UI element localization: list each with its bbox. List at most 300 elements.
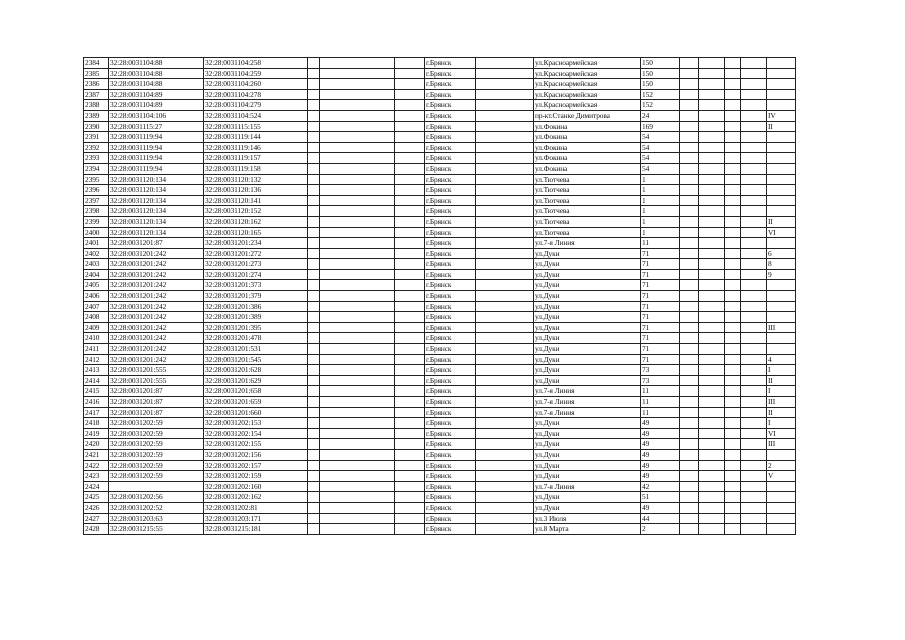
cell-empty (395, 163, 425, 174)
cell-empty (725, 227, 741, 238)
cell-empty (680, 153, 699, 164)
cell-city: г.Брянск (425, 153, 476, 164)
cell-parent-cadastral-number: 32:28:0031202:59 (109, 471, 204, 482)
table-row (84, 375, 796, 386)
cell-city: г.Брянск (425, 386, 476, 397)
cell-parent-cadastral-number: 32:28:0031201:242 (109, 322, 204, 333)
cell-empty (308, 513, 320, 524)
cell-empty (680, 227, 699, 238)
property-register-table (83, 57, 796, 535)
cell-empty (320, 407, 395, 418)
cell-empty (395, 132, 425, 143)
cell-city: г.Брянск (425, 322, 476, 333)
cell-parent-cadastral-number: 32:28:0031120:134 (109, 206, 204, 217)
cell-house-number: 73 (641, 365, 680, 376)
cell-empty (725, 110, 741, 121)
cell-empty (725, 375, 741, 386)
cell-empty (320, 386, 395, 397)
cell-empty (741, 449, 767, 460)
cell-empty (680, 238, 699, 249)
cell-parent-cadastral-number: 32:28:0031215:55 (109, 524, 204, 535)
cell-parent-cadastral-number: 32:28:0031202:59 (109, 428, 204, 439)
cell-empty (308, 418, 320, 429)
table-row (84, 216, 796, 227)
cell-cadastral-number: 32:28:0031104:278 (204, 89, 308, 100)
cell-city: г.Брянск (425, 428, 476, 439)
cell-empty (476, 227, 534, 238)
cell-empty (680, 110, 699, 121)
cell-empty (725, 238, 741, 249)
cell-row-number: 2402 (84, 248, 109, 259)
cell-empty (699, 322, 725, 333)
cell-empty (308, 216, 320, 227)
cell-empty (476, 269, 534, 280)
cell-empty (320, 513, 395, 524)
cell-row-number: 2404 (84, 269, 109, 280)
cell-empty (725, 354, 741, 365)
cell-street: ул.Тютчева (534, 174, 641, 185)
cell-house-number: 71 (641, 333, 680, 344)
table-row (84, 110, 796, 121)
cell-empty (741, 301, 767, 312)
cell-empty (476, 110, 534, 121)
cell-empty (476, 407, 534, 418)
cell-empty (699, 513, 725, 524)
cell-cadastral-number: 32:28:0031201:395 (204, 322, 308, 333)
cell-empty (320, 89, 395, 100)
cell-empty (320, 216, 395, 227)
cell-parent-cadastral-number: 32:28:0031119:94 (109, 142, 204, 153)
cell-empty (699, 344, 725, 355)
cell-empty (395, 333, 425, 344)
cell-row-number: 2386 (84, 79, 109, 90)
table-row (84, 460, 796, 471)
table-row (84, 153, 796, 164)
cell-premises-number (767, 163, 796, 174)
cell-empty (395, 68, 425, 79)
cell-empty (395, 449, 425, 460)
cell-empty (308, 397, 320, 408)
cell-cadastral-number: 32:28:0031201:373 (204, 280, 308, 291)
cell-empty (320, 248, 395, 259)
cell-empty (320, 460, 395, 471)
cell-premises-number: 4 (767, 354, 796, 365)
cell-empty (308, 502, 320, 513)
cell-premises-number: II (767, 121, 796, 132)
cell-city: г.Брянск (425, 333, 476, 344)
cell-empty (395, 79, 425, 90)
cell-empty (699, 524, 725, 535)
cell-empty (699, 460, 725, 471)
cell-empty (395, 100, 425, 111)
cell-empty (320, 333, 395, 344)
cell-empty (320, 375, 395, 386)
cell-cadastral-number: 32:28:0031201:658 (204, 386, 308, 397)
cell-house-number: 71 (641, 322, 680, 333)
cell-empty (476, 344, 534, 355)
cell-city: г.Брянск (425, 344, 476, 355)
cell-premises-number: 2 (767, 460, 796, 471)
cell-empty (680, 79, 699, 90)
cell-parent-cadastral-number: 32:28:0031104:89 (109, 89, 204, 100)
cell-empty (320, 428, 395, 439)
table-row (84, 333, 796, 344)
cell-house-number: 11 (641, 397, 680, 408)
cell-row-number: 2395 (84, 174, 109, 185)
cell-empty (395, 89, 425, 100)
cell-empty (308, 100, 320, 111)
cell-empty (395, 502, 425, 513)
cell-empty (680, 375, 699, 386)
cell-empty (699, 502, 725, 513)
cell-street: ул.Дуки (534, 248, 641, 259)
cell-cadastral-number: 32:28:0031202:159 (204, 471, 308, 482)
cell-parent-cadastral-number: 32:28:0031201:87 (109, 397, 204, 408)
cell-street: ул.Дуки (534, 344, 641, 355)
cell-city: г.Брянск (425, 195, 476, 206)
table-row (84, 301, 796, 312)
cell-row-number: 2424 (84, 481, 109, 492)
cell-row-number: 2403 (84, 259, 109, 270)
cell-empty (476, 471, 534, 482)
cell-street: ул.Красноармейская (534, 89, 641, 100)
cell-cadastral-number: 32:28:0031215:181 (204, 524, 308, 535)
cell-row-number: 2384 (84, 58, 109, 69)
cell-empty (680, 439, 699, 450)
cell-empty (395, 322, 425, 333)
cell-row-number: 2411 (84, 344, 109, 355)
cell-house-number: 54 (641, 163, 680, 174)
cell-empty (680, 174, 699, 185)
cell-empty (476, 397, 534, 408)
cell-empty (699, 163, 725, 174)
cell-premises-number: II (767, 216, 796, 227)
cell-cadastral-number: 32:28:0031104:524 (204, 110, 308, 121)
cell-parent-cadastral-number: 32:28:0031202:59 (109, 449, 204, 460)
cell-city: г.Брянск (425, 449, 476, 460)
cell-empty (308, 375, 320, 386)
cell-empty (308, 471, 320, 482)
cell-empty (680, 195, 699, 206)
cell-parent-cadastral-number: 32:28:0031201:87 (109, 407, 204, 418)
cell-empty (308, 524, 320, 535)
cell-empty (699, 471, 725, 482)
cell-row-number: 2401 (84, 238, 109, 249)
cell-empty (395, 471, 425, 482)
cell-row-number: 2399 (84, 216, 109, 227)
cell-premises-number (767, 79, 796, 90)
cell-empty (320, 312, 395, 323)
cell-empty (699, 100, 725, 111)
cell-premises-number: III (767, 322, 796, 333)
cell-empty (476, 195, 534, 206)
cell-empty (699, 153, 725, 164)
cell-cadastral-number: 32:28:0031120:132 (204, 174, 308, 185)
cell-street: ул.Дуки (534, 333, 641, 344)
cell-cadastral-number: 32:28:0031201:386 (204, 301, 308, 312)
cell-empty (741, 365, 767, 376)
cell-empty (680, 58, 699, 69)
cell-empty (699, 142, 725, 153)
cell-street: ул.Дуки (534, 428, 641, 439)
cell-empty (308, 195, 320, 206)
cell-empty (699, 216, 725, 227)
cell-row-number: 2420 (84, 439, 109, 450)
cell-empty (699, 439, 725, 450)
cell-empty (699, 312, 725, 323)
cell-empty (680, 492, 699, 503)
cell-premises-number (767, 153, 796, 164)
cell-empty (680, 397, 699, 408)
cell-cadastral-number: 32:28:0031104:258 (204, 58, 308, 69)
cell-empty (680, 280, 699, 291)
cell-empty (699, 195, 725, 206)
cell-empty (308, 132, 320, 143)
cell-empty (395, 280, 425, 291)
cell-city: г.Брянск (425, 418, 476, 429)
cell-empty (308, 312, 320, 323)
cell-empty (395, 386, 425, 397)
cell-empty (308, 439, 320, 450)
cell-empty (741, 216, 767, 227)
table-row (84, 227, 796, 238)
cell-premises-number (767, 58, 796, 69)
cell-empty (725, 58, 741, 69)
cell-empty (741, 418, 767, 429)
cell-cadastral-number: 32:28:0031202:155 (204, 439, 308, 450)
cell-house-number: 1 (641, 174, 680, 185)
cell-city: г.Брянск (425, 100, 476, 111)
cell-empty (395, 344, 425, 355)
table-row (84, 407, 796, 418)
cell-city: г.Брянск (425, 142, 476, 153)
cell-empty (699, 259, 725, 270)
cell-street: ул.Красноармейская (534, 58, 641, 69)
cell-parent-cadastral-number: 32:28:0031104:89 (109, 100, 204, 111)
cell-empty (725, 174, 741, 185)
cell-empty (699, 174, 725, 185)
cell-parent-cadastral-number: 32:28:0031201:242 (109, 280, 204, 291)
cell-empty (699, 301, 725, 312)
cell-street: ул.Дуки (534, 375, 641, 386)
cell-street: ул.3 Июля (534, 513, 641, 524)
cell-city: г.Брянск (425, 481, 476, 492)
cell-empty (741, 259, 767, 270)
cell-parent-cadastral-number: 32:28:0031201:242 (109, 333, 204, 344)
table-row (84, 386, 796, 397)
cell-premises-number: V (767, 471, 796, 482)
cell-empty (320, 354, 395, 365)
cell-house-number: 54 (641, 132, 680, 143)
cell-city: г.Брянск (425, 248, 476, 259)
cell-city: г.Брянск (425, 312, 476, 323)
cell-premises-number (767, 185, 796, 196)
cell-house-number: 169 (641, 121, 680, 132)
cell-city: г.Брянск (425, 206, 476, 217)
cell-premises-number: VI (767, 428, 796, 439)
cell-parent-cadastral-number: 32:28:0031201:555 (109, 375, 204, 386)
cell-house-number: 54 (641, 142, 680, 153)
cell-empty (725, 386, 741, 397)
cell-city: г.Брянск (425, 513, 476, 524)
cell-empty (320, 227, 395, 238)
cell-street: ул.Тютчева (534, 185, 641, 196)
cell-empty (320, 238, 395, 249)
cell-empty (680, 259, 699, 270)
table-row (84, 492, 796, 503)
cell-empty (741, 227, 767, 238)
cell-empty (476, 142, 534, 153)
table-row (84, 513, 796, 524)
cell-empty (741, 471, 767, 482)
cell-empty (741, 312, 767, 323)
cell-cadastral-number: 32:28:0031119:146 (204, 142, 308, 153)
table-row (84, 322, 796, 333)
cell-empty (320, 58, 395, 69)
cell-empty (320, 322, 395, 333)
cell-empty (476, 460, 534, 471)
table-row (84, 132, 796, 143)
cell-empty (725, 492, 741, 503)
cell-empty (699, 428, 725, 439)
cell-row-number: 2409 (84, 322, 109, 333)
cell-empty (476, 502, 534, 513)
cell-row-number: 2391 (84, 132, 109, 143)
cell-empty (308, 206, 320, 217)
cell-premises-number (767, 301, 796, 312)
cell-street: ул.Тютчева (534, 206, 641, 217)
cell-parent-cadastral-number: 32:28:0031201:242 (109, 291, 204, 302)
cell-premises-number (767, 68, 796, 79)
cell-premises-number (767, 492, 796, 503)
table-row (84, 100, 796, 111)
cell-empty (308, 301, 320, 312)
cell-empty (476, 301, 534, 312)
cell-empty (395, 216, 425, 227)
cell-empty (725, 418, 741, 429)
cell-empty (725, 471, 741, 482)
cell-empty (320, 79, 395, 90)
cell-house-number: 51 (641, 492, 680, 503)
cell-cadastral-number: 32:28:0031201:274 (204, 269, 308, 280)
cell-empty (476, 79, 534, 90)
cell-empty (476, 492, 534, 503)
table-row (84, 238, 796, 249)
cell-empty (680, 524, 699, 535)
cell-empty (680, 163, 699, 174)
cell-empty (741, 185, 767, 196)
cell-house-number: 49 (641, 449, 680, 460)
cell-parent-cadastral-number (109, 481, 204, 492)
cell-parent-cadastral-number: 32:28:0031203:63 (109, 513, 204, 524)
cell-empty (725, 481, 741, 492)
cell-city: г.Брянск (425, 375, 476, 386)
cell-street: ул.Дуки (534, 439, 641, 450)
cell-empty (308, 407, 320, 418)
cell-row-number: 2418 (84, 418, 109, 429)
cell-empty (680, 248, 699, 259)
cell-house-number: 49 (641, 439, 680, 450)
cell-city: г.Брянск (425, 185, 476, 196)
cell-street: ул.7-я Линия (534, 386, 641, 397)
cell-parent-cadastral-number: 32:28:0031201:242 (109, 344, 204, 355)
cell-house-number: 152 (641, 89, 680, 100)
cell-empty (725, 206, 741, 217)
cell-empty (680, 291, 699, 302)
cell-empty (741, 439, 767, 450)
cell-row-number: 2388 (84, 100, 109, 111)
cell-cadastral-number: 32:28:0031202:160 (204, 481, 308, 492)
cell-row-number: 2398 (84, 206, 109, 217)
cell-empty (308, 428, 320, 439)
cell-parent-cadastral-number: 32:28:0031104:88 (109, 58, 204, 69)
cell-cadastral-number: 32:28:0031119:157 (204, 153, 308, 164)
cell-cadastral-number: 32:28:0031119:158 (204, 163, 308, 174)
cell-city: г.Брянск (425, 259, 476, 270)
cell-empty (699, 333, 725, 344)
cell-cadastral-number: 32:28:0031201:629 (204, 375, 308, 386)
cell-empty (308, 163, 320, 174)
cell-empty (476, 428, 534, 439)
cell-empty (680, 407, 699, 418)
cell-empty (741, 248, 767, 259)
cell-city: г.Брянск (425, 492, 476, 503)
cell-empty (320, 365, 395, 376)
cell-empty (395, 301, 425, 312)
cell-city: г.Брянск (425, 89, 476, 100)
cell-premises-number: III (767, 397, 796, 408)
cell-city: г.Брянск (425, 58, 476, 69)
cell-empty (308, 492, 320, 503)
cell-empty (308, 344, 320, 355)
cell-cadastral-number: 32:28:0031120:136 (204, 185, 308, 196)
cell-empty (476, 68, 534, 79)
cell-parent-cadastral-number: 32:28:0031119:94 (109, 132, 204, 143)
cell-empty (395, 227, 425, 238)
cell-empty (680, 481, 699, 492)
cell-street: пр-кт.Станке Димитрова (534, 110, 641, 121)
cell-empty (308, 333, 320, 344)
cell-empty (699, 354, 725, 365)
cell-empty (320, 100, 395, 111)
cell-empty (725, 449, 741, 460)
cell-empty (725, 524, 741, 535)
cell-empty (725, 365, 741, 376)
cell-empty (476, 386, 534, 397)
cell-empty (476, 365, 534, 376)
cell-parent-cadastral-number: 32:28:0031104:106 (109, 110, 204, 121)
cell-empty (308, 185, 320, 196)
cell-street: ул.Дуки (534, 312, 641, 323)
cell-city: г.Брянск (425, 238, 476, 249)
cell-empty (741, 344, 767, 355)
cell-parent-cadastral-number: 32:28:0031115:27 (109, 121, 204, 132)
cell-row-number: 2393 (84, 153, 109, 164)
cell-empty (476, 174, 534, 185)
cell-empty (741, 68, 767, 79)
cell-empty (680, 68, 699, 79)
cell-empty (320, 481, 395, 492)
register-body (84, 58, 796, 535)
cell-empty (680, 312, 699, 323)
cell-empty (476, 100, 534, 111)
cell-house-number: 71 (641, 354, 680, 365)
cell-street: ул.7-я Линия (534, 407, 641, 418)
cell-empty (395, 121, 425, 132)
cell-house-number: 54 (641, 153, 680, 164)
cell-house-number: 11 (641, 386, 680, 397)
cell-premises-number (767, 481, 796, 492)
